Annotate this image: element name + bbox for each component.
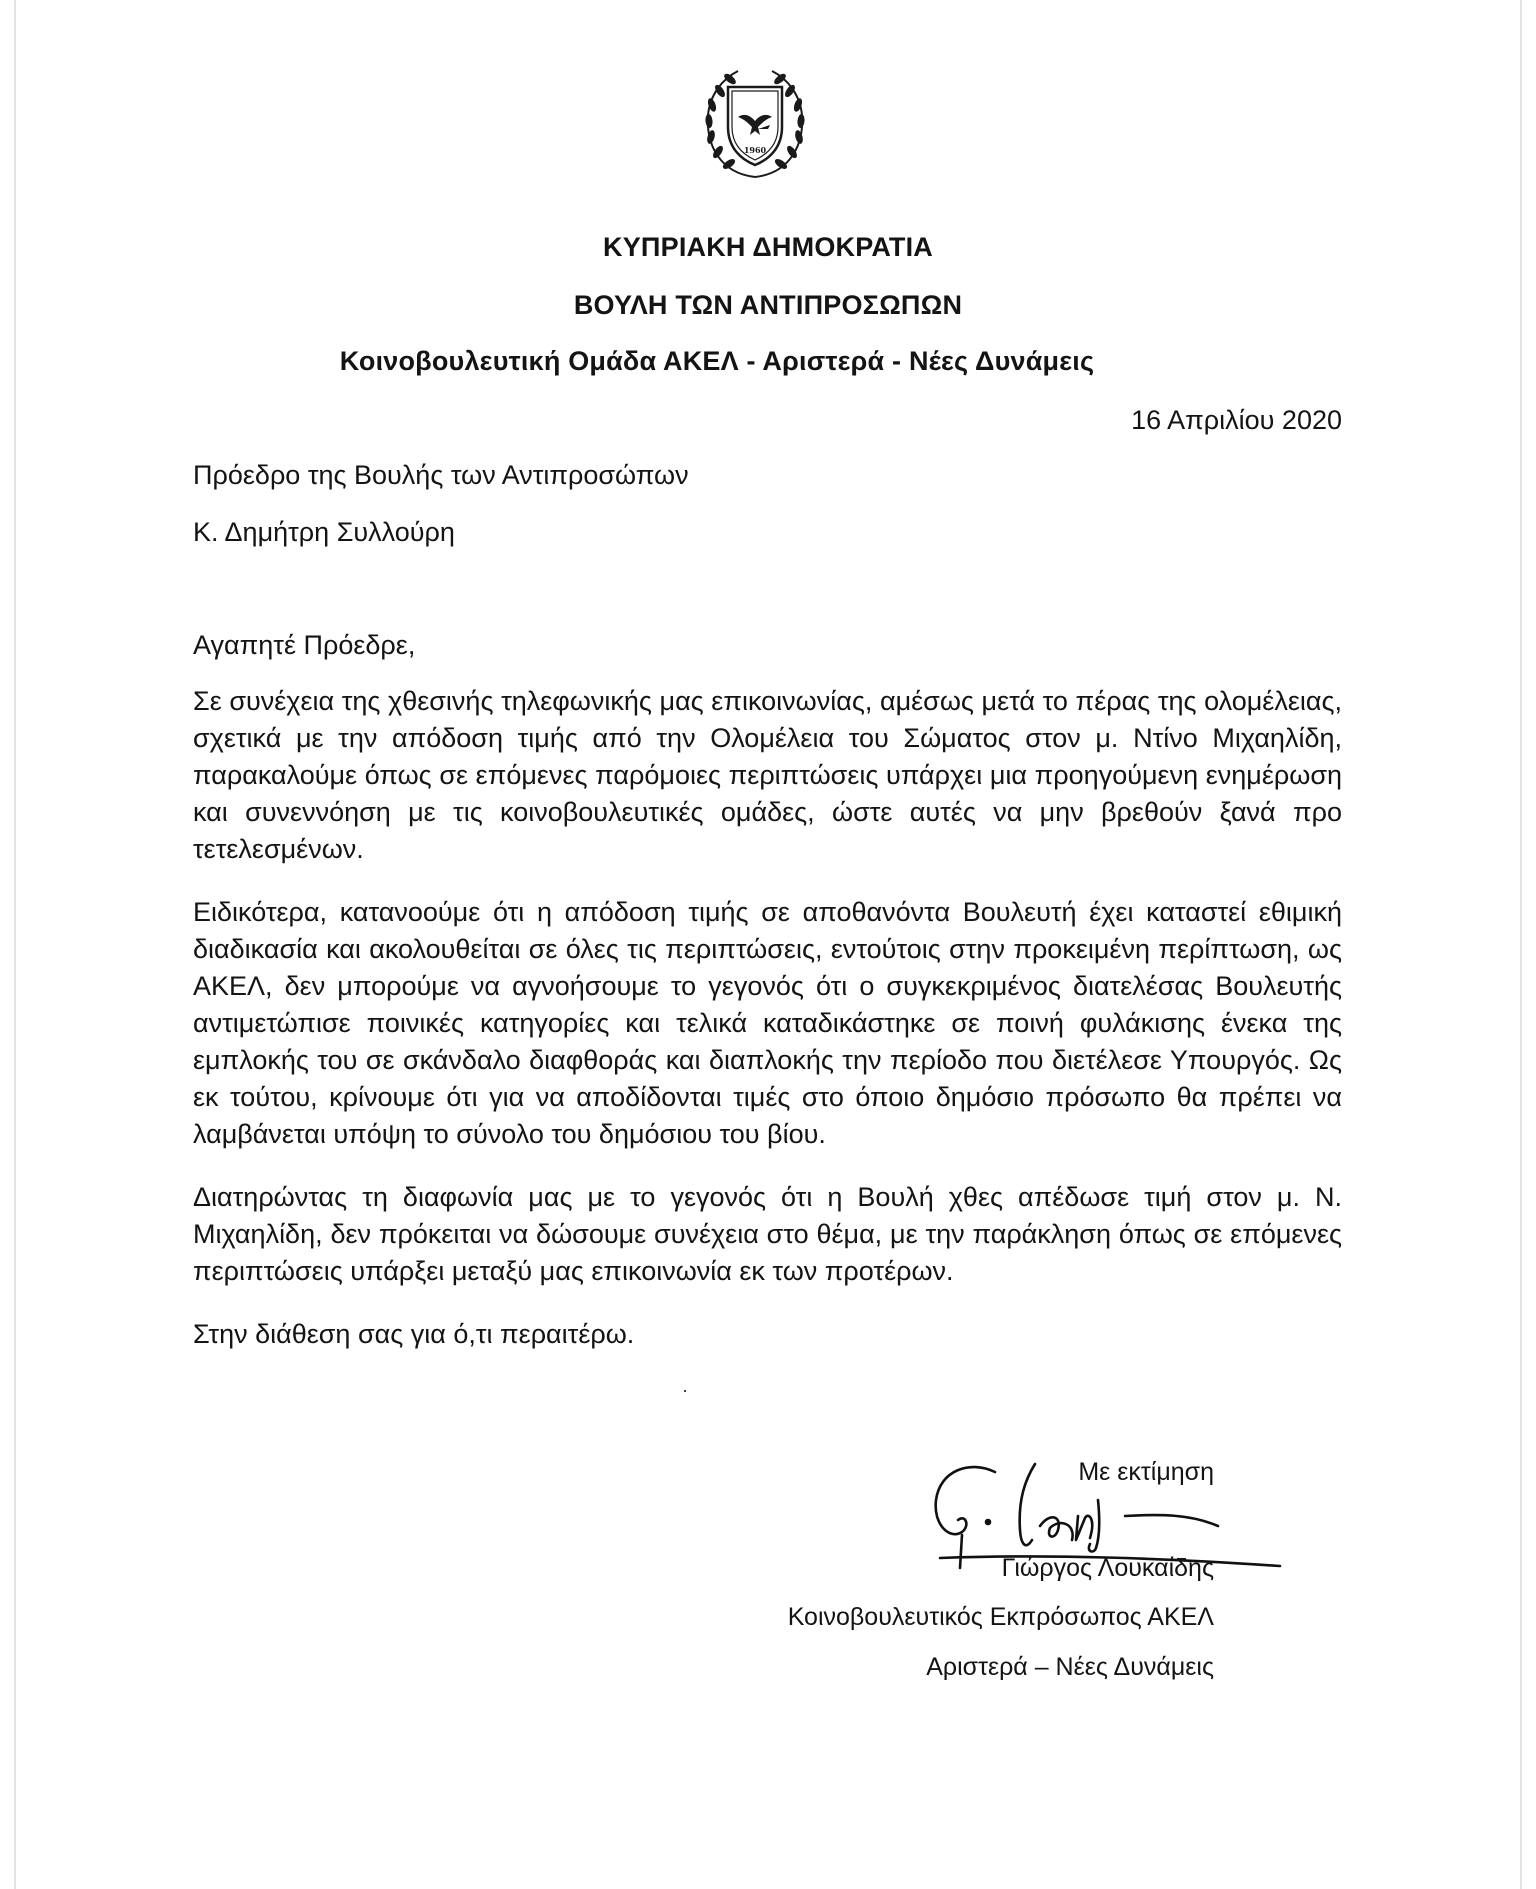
country-heading: ΚΥΠΡΙΑΚΗ ΔΗΜΟΚΡΑΤΙΑ: [603, 232, 933, 262]
svg-text:1960: 1960: [743, 145, 767, 155]
group-heading: Κοινοβουλευτική Ομάδα ΑΚΕΛ - Αριστερά - Νέες Δυνάμεις: [339, 346, 1095, 376]
paragraph-1: Σε συνέχεια της χθεσινής τηλεφωνικής μας επικοινωνίας, αμέσως μετά το πέρας της ολομέλειας, σχετικά με την απόδοση τιμής από την Ολομέλεια του Σώματος στον μ. Ντίνο Μιχαηλίδη, παρακαλούμε όπως σε επόμενες παρόμοιες περιπτώσεις υπάρχει μια προηγούμενη ενημέρωση και συνεννόηση με τις κοινοβουλευτικές ομάδες, ώστε αυτές να μην βρεθούν ξανά προ τετελεσμένων.: [193, 686, 1342, 864]
paragraph-3: Διατηρώντας τη διαφωνία μας με το γεγονός ότι η Βουλή χθες απέδωσε τιμή στον μ. Ν. Μιχαηλίδη, δεν πρόκειται να δώσουμε συνέχεια στο θέμα, με την παράκληση όπως σε επόμενες περιπτώσεις υπάρξει μεταξύ μας επικοινωνία εκ των προτέρων.: [193, 1182, 1342, 1286]
recipient-line-2: Κ. Δημήτρη Συλλούρη: [193, 517, 455, 547]
salutation: Αγαπητέ Πρόεδρε,: [193, 630, 416, 660]
closing-line: Με εκτίμηση: [1078, 1458, 1214, 1486]
signer-role-line-1: Κοινοβουλευτικός Εκπρόσωπος ΑΚΕΛ: [787, 1603, 1214, 1631]
cyprus-coat-of-arms-icon: [700, 65, 810, 185]
paragraph-2: Ειδικότερα, κατανοούμε ότι η απόδοση τιμής σε αποθανόντα Βουλευτή έχει καταστεί εθιμική διαδικασία και ακολουθείται σε όλες τις περιπτώσεις, εντούτοις στην προκειμένη περίπτωση, ως ΑΚΕΛ, δεν μπορούμε να αγνοήσουμε το γεγονός ότι ο συγκεκριμένος διατελέσας Βουλευτής αντιμετώπισε ποινικές κατηγορίες και τελικά καταδικάστηκε σε ποινή φυλάκισης ένεκα της εμπλοκής του σε σκάνδαλο διαφθοράς και διαπλοκής την περίοδο που διετέλεσε Υπουργός. Ως εκ τούτου, κρίνουμε ότι για να αποδίδονται τιμές στο όποιο δημόσιο πρόσωπο θα πρέπει να λαμβάνεται υπόψη το σύνολο του δημόσιου του βίου.: [193, 897, 1342, 1149]
stray-mark: [684, 1390, 686, 1392]
letter-date: 16 Απριλίου 2020: [1131, 405, 1342, 435]
letter-body: [193, 683, 1342, 1379]
recipient-line-1: Πρόεδρο της Βουλής των Αντιπροσώπων: [193, 460, 689, 490]
institution-heading: ΒΟΥΛΗ ΤΩΝ ΑΝΤΙΠΡΟΣΩΠΩΝ: [573, 290, 963, 320]
signer-name: Γιώργος Λουκαΐδης: [1001, 1554, 1214, 1582]
paragraph-4: Στην διάθεση σας για ό,τι περαιτέρω.: [193, 1319, 635, 1349]
signer-role-line-2: Αριστερά – Νέες Δυνάμεις: [926, 1653, 1214, 1681]
